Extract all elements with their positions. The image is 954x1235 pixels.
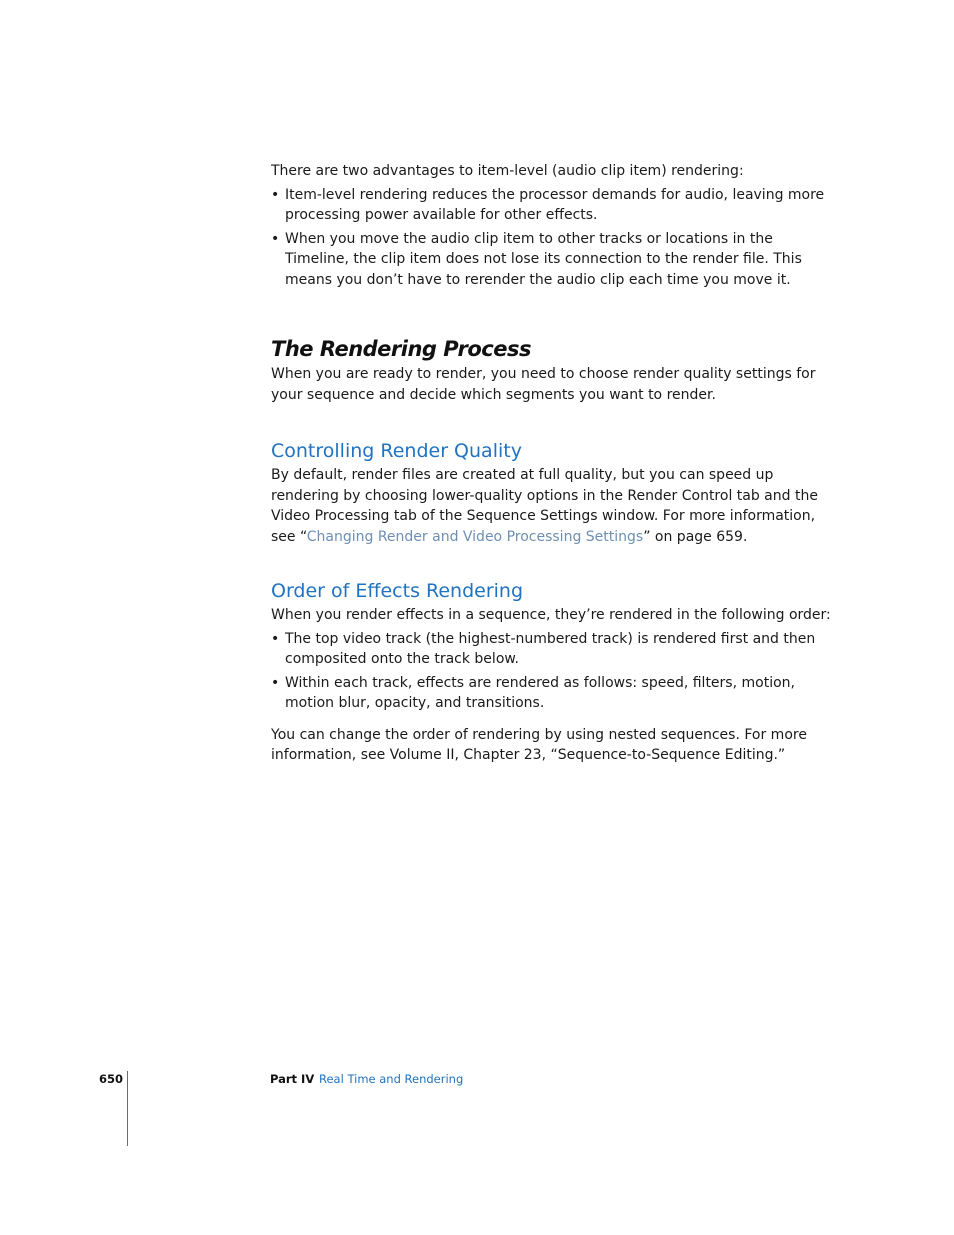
footer-part-title: Real Time and Rendering (319, 1072, 464, 1086)
intro-paragraph: There are two advantages to item-level (audio clip item) rendering: (271, 163, 744, 179)
list-item: • When you move the audio clip item to other tracks or locations in the Timeline, the clip item does not lose its connection to the render file. This means you don’t have to rerender the audio clip each time you move it. (271, 229, 831, 291)
list-item: • The top video track (the highest-numbered track) is rendered first and then composited onto the track below. (271, 629, 831, 670)
section-heading-render-quality: Controlling Render Quality (271, 440, 522, 462)
list-item: • Item-level rendering reduces the processor demands for audio, leaving more processing power available for other effects. (271, 185, 831, 226)
effects-order-paragraph: When you render effects in a sequence, they’re rendered in the following order: (271, 607, 831, 623)
advantages-list (271, 185, 831, 291)
section-heading-effects-order: Order of Effects Rendering (271, 580, 524, 602)
page-content (271, 161, 831, 766)
list-item: • Within each track, effects are rendered as follows: speed, filters, motion, motion blur, opacity, and transitions. (271, 673, 831, 714)
closing-paragraph: You can change the order of rendering by using nested sequences. For more information, see Volume II, Chapter 23, “Sequence-to-Sequence Editing.” (271, 726, 807, 763)
chapter-body: When you are ready to render, you need to choose render quality settings for your sequence and decide which segments you want to render. (271, 366, 816, 403)
effects-order-list (271, 629, 831, 714)
cross-reference-link[interactable]: Changing Render and Video Processing Settings (306, 528, 644, 545)
footer-divider (127, 1071, 128, 1146)
render-quality-text-before: By default, render files are created at full quality, but you can speed up rendering by choosing lower-quality options in the Render Control tab and the Video Processing tab of the Sequence Settings window. For more information, see “ (271, 467, 818, 545)
chapter-title: The Rendering Process (271, 337, 531, 361)
render-quality-text-after: ” on page 659. (643, 528, 748, 545)
page-number: 650 (99, 1072, 124, 1086)
render-quality-paragraph (271, 465, 831, 547)
footer-part-label: Part IV (270, 1072, 315, 1086)
